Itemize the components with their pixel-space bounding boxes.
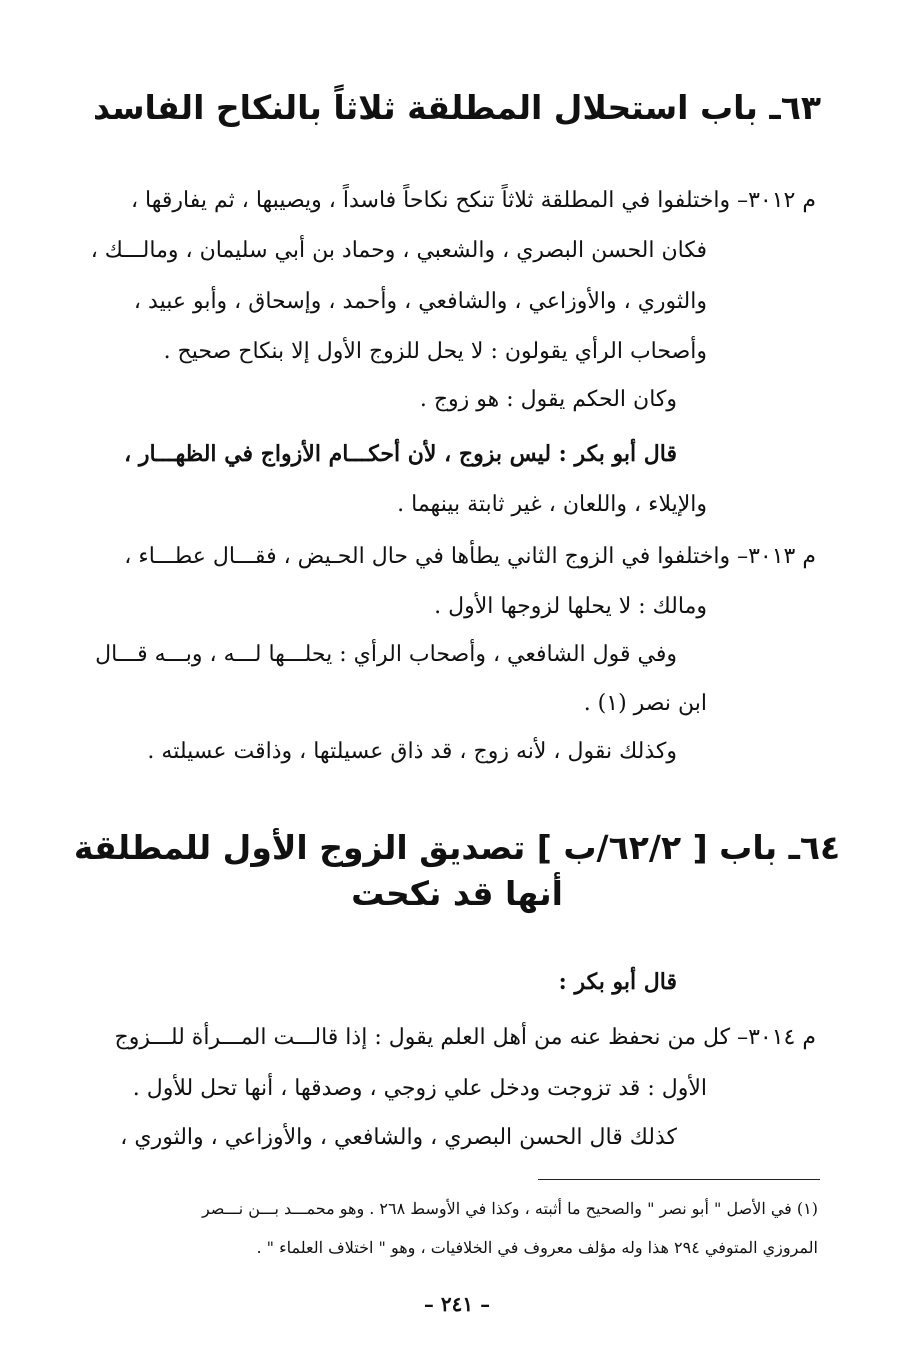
text-line: م ٣٠١٤– كل من نحفظ عنه من أهل العلم يقول : إذا قالـــت المـــرأة للـــزوج bbox=[114, 1025, 816, 1050]
footnote-line: المروزي المتوفي ٢٩٤ هذا وله مؤلف معروف في الخلافيات ، وهو " اختلاف العلماء " . bbox=[256, 1238, 818, 1257]
footnote-line: (١) في الأصل " أبو نصر " والصحيح ما أثبته ، وكذا في الأوسط ٢٦٨ . وهو محمـــد بـــن نـــصر bbox=[201, 1199, 818, 1218]
chapter-64-heading: ٦٤ـ باب [ ٦٢/٢/ب ] تصديق الزوج الأول للمطلقة bbox=[73, 828, 841, 867]
text-line: ابن نصر (١) . bbox=[583, 691, 707, 716]
footnote-divider bbox=[538, 1179, 820, 1180]
chapter-64-heading-continued: أنها قد نكحت bbox=[351, 874, 563, 913]
page-number: – ٢٤١ – bbox=[423, 1292, 491, 1316]
text-line: والإيلاء ، واللعان ، غير ثابتة بينهما . bbox=[397, 492, 707, 517]
text-line: كذلك قال الحسن البصري ، والشافعي ، والأوزاعي ، والثوري ، bbox=[120, 1125, 677, 1150]
text-line: قال أبو بكر : ليس بزوج ، لأن أحكـــام الأزواج في الظهـــار ، bbox=[124, 441, 677, 467]
text-line: وأصحاب الرأي يقولون : لا يحل للزوج الأول إلا بنكاح صحيح . bbox=[163, 339, 707, 364]
text-line: وفي قول الشافعي ، وأصحاب الرأي : يحلـــها لـــه ، وبـــه قـــال bbox=[95, 642, 677, 667]
text-line: والثوري ، والأوزاعي ، والشافعي ، وأحمد ، وإسحاق ، وأبو عبيد ، bbox=[133, 289, 707, 314]
text-line: فكان الحسن البصري ، والشعبي ، وحماد بن أبي سليمان ، ومالـــك ، bbox=[90, 238, 707, 263]
text-line: الأول : قد تزوجت ودخل علي زوجي ، وصدقها ، أنها تحل للأول . bbox=[132, 1076, 707, 1101]
text-line: ومالك : لا يحلها لزوجها الأول . bbox=[434, 594, 707, 619]
text-line: م ٣٠١٢– واختلفوا في المطلقة ثلاثاً تنكح نكاحاً فاسداً ، ويصيبها ، ثم يفارقها ، bbox=[130, 188, 816, 213]
text-line: وكذلك نقول ، لأنه زوج ، قد ذاق عسيلتها ، وذاقت عسيلته . bbox=[147, 739, 677, 764]
chapter-63-heading: ٦٣ـ باب استحلال المطلقة ثلاثاً بالنكاح الفاسد bbox=[93, 88, 821, 127]
text-line: وكان الحكم يقول : هو زوج . bbox=[419, 387, 677, 412]
text-line: م ٣٠١٣– واختلفوا في الزوج الثاني يطأها في حال الحـيض ، فقـــال عطـــاء ، bbox=[124, 544, 816, 569]
text-line: قال أبو بكر : bbox=[558, 969, 677, 995]
